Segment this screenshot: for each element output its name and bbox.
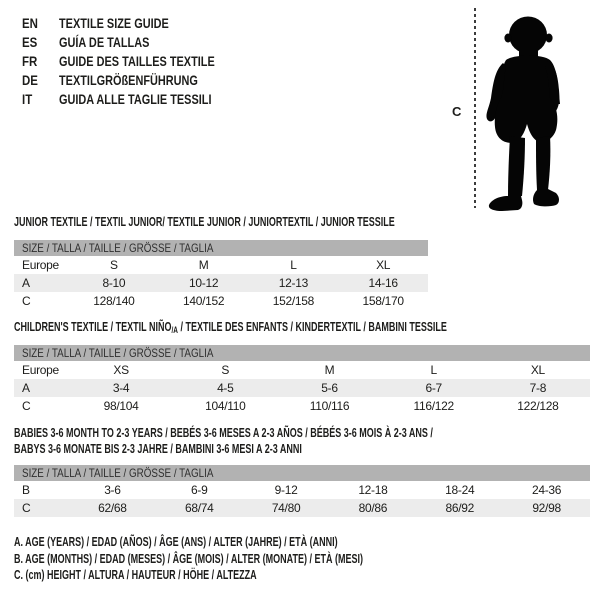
children-row-a xyxy=(14,379,590,397)
language-row xyxy=(22,13,259,32)
footnote-b: B. AGE (MONTHS) / EDAD (MESES) / ÂGE (MOIS) / ALTER (MONATE) / ETÀ (MESI) xyxy=(14,551,363,566)
junior-row-a xyxy=(14,274,428,292)
language-label: GUÍA DE TALLAS xyxy=(59,33,150,50)
footnote-c: C. (cm) HEIGHT / ALTURA / HAUTEUR / HÖHE / ALTEZZA xyxy=(14,568,257,582)
row-label: A xyxy=(22,381,30,395)
language-code: FR xyxy=(22,52,38,69)
language-code: DE xyxy=(22,71,38,88)
footnote-a: A. AGE (YEARS) / EDAD (AÑOS) / ÂGE (ANS) / ALTER (JAHRE) / ETÀ (ANNI) xyxy=(14,535,338,549)
children-header-row xyxy=(14,361,590,379)
size-header-cell: XS xyxy=(113,363,129,377)
size-cell: 62/68 xyxy=(98,501,127,515)
size-cell: 152/158 xyxy=(272,294,315,308)
size-header-cell: M xyxy=(324,363,335,377)
row-label: Europe xyxy=(22,258,59,272)
height-measure-dotted-line xyxy=(474,8,476,208)
language-code: EN xyxy=(22,14,38,31)
size-cell: 104/110 xyxy=(205,399,246,413)
language-row xyxy=(22,32,259,51)
size-header-cell: M xyxy=(198,258,209,272)
babies-row-b xyxy=(14,481,590,499)
size-cell: 6-9 xyxy=(191,483,208,497)
children-section-title xyxy=(14,320,600,338)
junior-row-c xyxy=(14,292,428,310)
row-label: A xyxy=(22,276,30,290)
size-cell: 12-13 xyxy=(278,276,308,290)
junior-header-row xyxy=(14,256,428,274)
junior-size-bar xyxy=(14,240,428,256)
size-header-cell: XL xyxy=(376,258,391,272)
junior-section-title xyxy=(14,215,543,230)
row-label: B xyxy=(22,483,30,497)
babies-row-c xyxy=(14,499,590,517)
size-bar-label: SIZE / TALLA / TAILLE / GRÖSSE / TAGLIA xyxy=(22,346,214,360)
babies-size-table xyxy=(14,465,590,517)
language-label: TEXTILE SIZE GUIDE xyxy=(59,14,169,31)
babies-title-line2: BABYS 3-6 MONATE BIS 2-3 JAHRE / BAMBINI 3-6 MESI A 2-3 ANNI xyxy=(14,442,302,456)
size-cell: 24-36 xyxy=(531,483,562,497)
row-label: Europe xyxy=(22,363,59,377)
language-label: GUIDA ALLE TAGLIE TESSILI xyxy=(59,90,212,107)
size-cell: 7-8 xyxy=(529,381,547,395)
footnotes xyxy=(14,535,499,585)
measure-label-c: C xyxy=(452,104,462,119)
babies-title-line1: BABIES 3-6 MONTH TO 2-3 YEARS / BEBÉS 3-6 MESES A 2-3 AÑOS / BÉBÉS 3-6 MOIS À 2-3 ANS / xyxy=(14,426,433,440)
size-cell: 158/170 xyxy=(362,294,404,308)
babies-section-title xyxy=(14,426,596,458)
size-cell: 6-7 xyxy=(425,381,442,395)
junior-size-table xyxy=(14,240,428,310)
size-header-cell: L xyxy=(290,258,297,272)
size-bar-label: SIZE / TALLA / TAILLE / GRÖSSE / TAGLIA xyxy=(22,241,214,255)
row-label: C xyxy=(22,294,31,308)
size-cell: 92/98 xyxy=(532,501,561,515)
size-cell: 116/122 xyxy=(413,399,454,413)
size-cell: 10-12 xyxy=(189,276,219,290)
size-header-cell: S xyxy=(110,258,118,272)
junior-title-text: JUNIOR TEXTILE / TEXTIL JUNIOR/ TEXTILE JUNIOR / JUNIORTEXTIL / JUNIOR TESSILE xyxy=(14,215,395,229)
size-cell: 5-6 xyxy=(321,381,338,395)
size-cell: 18-24 xyxy=(445,483,475,497)
size-cell: 4-5 xyxy=(217,381,234,395)
size-bar-label: SIZE / TALLA / TAILLE / GRÖSSE / TAGLIA xyxy=(22,466,214,480)
size-cell: 3-4 xyxy=(112,381,130,395)
size-cell: 98/104 xyxy=(103,399,139,413)
size-cell: 122/128 xyxy=(517,399,559,413)
size-cell: 140/152 xyxy=(182,294,225,308)
language-row xyxy=(22,51,259,70)
language-code: IT xyxy=(22,90,33,107)
language-row xyxy=(22,70,259,89)
size-cell: 110/116 xyxy=(309,399,350,413)
size-header-cell: XL xyxy=(530,363,545,377)
babies-size-bar xyxy=(14,465,590,481)
children-size-bar xyxy=(14,345,590,361)
size-cell: 8-10 xyxy=(102,276,126,290)
size-cell: 80/86 xyxy=(358,501,388,515)
children-row-c xyxy=(14,397,590,415)
size-cell: 86/92 xyxy=(445,501,474,515)
language-label: GUIDE DES TAILLES TEXTILE xyxy=(59,52,215,69)
size-cell: 68/74 xyxy=(184,501,214,515)
size-cell: 14-16 xyxy=(368,276,398,290)
children-title-subscript: /A xyxy=(171,325,178,335)
size-cell: 9-12 xyxy=(274,483,298,497)
language-header xyxy=(22,13,259,108)
children-title-text: CHILDREN'S TEXTILE / TEXTIL $NIÑO_{/A}$ / TEXTILE DES ENFANTS / KINDERTEXTIL / BAMBINI TESSILE xyxy=(14,320,447,335)
language-row xyxy=(22,89,259,108)
row-label: C xyxy=(22,399,31,413)
language-code: ES xyxy=(22,33,38,50)
language-label: TEXTILGRÖßENFÜHRUNG xyxy=(59,71,198,88)
size-header-cell: S xyxy=(221,363,230,377)
row-label: C xyxy=(22,501,31,515)
toddler-silhouette-icon xyxy=(486,8,580,212)
size-cell: 74/80 xyxy=(271,501,301,515)
children-size-table xyxy=(14,345,590,415)
size-cell: 128/140 xyxy=(93,294,135,308)
size-cell: 3-6 xyxy=(104,483,121,497)
size-header-cell: L xyxy=(430,363,437,377)
size-cell: 12-18 xyxy=(358,483,388,497)
